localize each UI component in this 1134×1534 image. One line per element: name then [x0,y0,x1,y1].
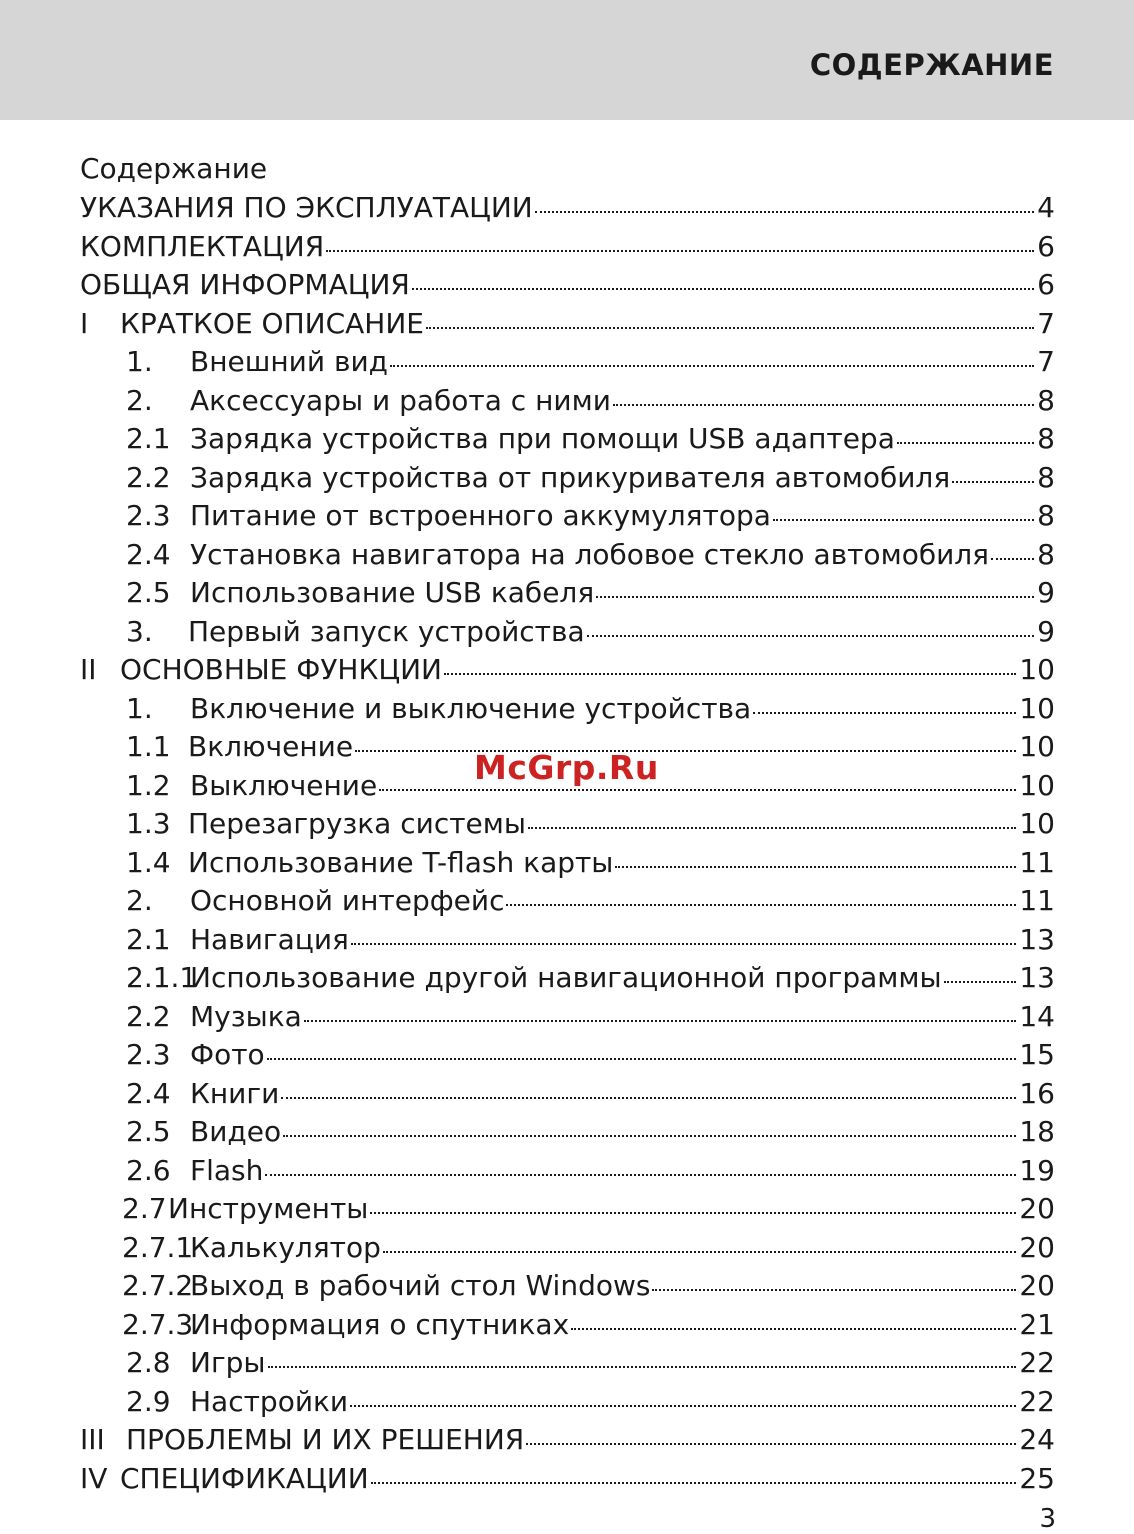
toc-entry-title: ПРОБЛЕМЫ И ИХ РЕШЕНИЯ [126,1423,525,1456]
toc-entry-title: Видео [190,1115,282,1148]
dot-leader [426,323,1034,329]
dot-leader [897,438,1034,444]
toc-entry-title: Зарядка устройства при помощи USB адаптера [190,422,895,455]
toc-entry [0,844,1134,883]
toc-entry-title: Включение и выключение устройства [190,691,752,725]
dot-leader [571,1324,1016,1330]
toc-entry-page: 25 [1019,1461,1055,1495]
toc-entry-number: 2.7.3 [122,1307,194,1341]
toc-entry-number: 2.3 [126,499,171,532]
dot-leader [390,361,1034,367]
toc-entry [0,651,1134,690]
toc-entry-page: 18 [1019,1115,1055,1148]
toc-entry-number: 1.4 [126,845,171,879]
dot-leader [281,1093,1016,1099]
toc-entry-page: 9 [1037,576,1055,609]
dot-leader [326,246,1034,252]
toc-entry-page: 13 [1019,961,1055,994]
toc-entry-number: 2.2 [126,460,171,494]
toc-entry-page: 10 [1019,691,1055,725]
toc-entry-number: 2. [126,383,153,417]
toc-heading: Содержание [80,152,268,185]
toc-entry-title: Использование другой навигационной программы [190,961,942,994]
toc-entry-page: 20 [1019,1269,1055,1302]
toc-entry-number: 2.1 [126,422,171,455]
toc-entry-number: 2.4 [126,537,171,571]
toc-entry-number: 2. [126,884,153,917]
toc-entry-number: 2.5 [126,1115,171,1148]
toc-entry [0,690,1134,729]
toc-entry-title: Настройки [190,1384,349,1418]
toc-entry-number: 1.2 [126,768,171,802]
toc-entry-page: 10 [1019,807,1055,840]
dot-leader [267,1054,1017,1060]
toc-entry-page: 7 [1037,306,1055,340]
toc-entry-title: Информация о спутниках [190,1307,570,1341]
toc-entry-page: 8 [1037,460,1055,494]
dot-leader [615,862,1016,868]
toc-entry [0,1190,1134,1229]
toc-entry-title: Перезагрузка системы [188,807,526,840]
toc-entry-title: Flash [190,1153,264,1187]
toc-entry [0,1113,1134,1152]
toc-entry-title: СПЕЦИФИКАЦИИ [120,1461,369,1495]
dot-leader [265,1170,1016,1176]
toc-entry-title: Установка навигатора на лобовое стекло автомобиля [190,537,990,571]
toc-entry-title: Выход в рабочий стол Windows [190,1269,651,1302]
toc-entry-title: Книги [190,1076,280,1110]
toc-entry-page: 10 [1019,730,1055,763]
toc-entry-page: 8 [1037,422,1055,455]
toc-entry-page: 16 [1019,1076,1055,1110]
toc-entry-number: 2.1.1 [126,961,198,994]
dot-leader [383,1247,1016,1253]
toc-entry-page: 10 [1019,768,1055,802]
toc-entry-number: 2.5 [126,576,171,609]
toc-entry [0,536,1134,575]
header-band [0,0,1134,120]
toc-entry-title: Выключение [190,768,378,802]
dot-leader [268,1362,1017,1368]
toc-entry [0,189,1134,228]
toc-entry-title: Навигация [190,922,349,956]
toc-entry-title: Аксессуары и работа с ними [190,383,611,417]
toc-entry-number: 2.1 [126,922,171,956]
toc-entry-number: IV [80,1461,108,1495]
toc-entry-page: 24 [1019,1423,1055,1456]
toc-entry-number: 2.7.1 [122,1230,194,1264]
toc-entry-number: 2.9 [126,1384,171,1418]
toc-entry-title: Использование T-flash карты [188,845,614,879]
toc-entry-number: 1.3 [126,807,171,840]
toc-entry-number: I [80,306,89,340]
toc-entry-page: 11 [1019,845,1055,879]
toc-entry-title: Фото [190,1038,265,1071]
toc-entry [0,266,1134,305]
toc-entry [0,459,1134,498]
toc-entry-title: Музыка [190,999,302,1033]
toc-entry-title: Питание от встроенного аккумулятора [190,499,771,532]
dot-leader [355,746,1016,752]
toc-entry [0,382,1134,421]
toc-entry-page: 19 [1019,1153,1055,1187]
dot-leader [304,1016,1017,1022]
dot-leader [370,1208,1016,1214]
dot-leader [773,515,1034,521]
watermark: McGrp.Ru [474,748,659,787]
toc-entry-page: 10 [1019,653,1055,686]
toc-entry-number: 2.2 [126,999,171,1033]
toc-entry [0,1460,1134,1499]
toc-entry-page: 20 [1019,1192,1055,1225]
toc-entry-page: 8 [1037,537,1055,571]
toc-entry-page: 9 [1037,614,1055,648]
toc-entry-title: Игры [190,1346,266,1379]
toc-entry-number: 1.1 [126,730,171,763]
toc-entry [0,1229,1134,1268]
toc-entry-page: 6 [1037,229,1055,263]
toc-entry-number: 1. [126,345,153,378]
toc-entry-page: 4 [1037,191,1055,224]
toc-entry-number: 2.7.2 [122,1269,194,1302]
toc-entry-number: 1. [126,691,153,725]
toc-entry [0,1152,1134,1191]
toc-entry-title: Основной интерфейс [190,884,505,917]
toc-entry [0,882,1134,921]
toc-entry [0,613,1134,652]
dot-leader [753,708,1016,714]
toc-entry-title: Первый запуск устройства [188,614,585,648]
dot-leader [587,631,1035,637]
toc-entry-page: 22 [1019,1384,1055,1418]
dot-leader [596,592,1034,598]
toc-entry [0,574,1134,613]
toc-entry-page: 13 [1019,922,1055,956]
toc-entry-number: II [80,653,97,686]
toc-entry-title: Зарядка устройства от прикуривателя автомобиля [190,460,951,494]
toc-entry-title: КРАТКОЕ ОПИСАНИЕ [120,306,424,340]
toc-entry-title: УКАЗАНИЯ ПО ЭКСПЛУАТАЦИИ [80,191,533,224]
dot-leader [535,207,1034,213]
toc-entry-title: Использование USB кабеля [190,576,595,609]
toc-entry [0,228,1134,267]
toc-entry-page: 20 [1019,1230,1055,1264]
toc-entry [0,959,1134,998]
toc-entry [0,343,1134,382]
toc-entry [0,1306,1134,1345]
toc-entry [0,1075,1134,1114]
toc-entry-page: 8 [1037,383,1055,417]
page-number: 3 [1039,1504,1056,1534]
toc-entry-page: 22 [1019,1346,1055,1379]
toc-entry-title: Калькулятор [190,1230,381,1264]
toc-entry-number: 2.7 [122,1192,167,1225]
dot-leader [652,1285,1016,1291]
toc-entry-number: 2.4 [126,1076,171,1110]
toc-entry [0,1267,1134,1306]
toc-entry [0,497,1134,536]
dot-leader [528,823,1016,829]
toc-entry-page: 15 [1019,1038,1055,1071]
dot-leader [412,284,1034,290]
dot-leader [351,939,1016,945]
dot-leader [526,1439,1016,1445]
toc-entry-page: 8 [1037,499,1055,532]
toc-entry-page: 11 [1019,884,1055,917]
dot-leader [991,554,1034,560]
dot-leader [952,477,1034,483]
dot-leader [283,1131,1016,1137]
toc-entry-page: 14 [1019,999,1055,1033]
dot-leader [350,1401,1016,1407]
toc-entry-number: 2.6 [126,1153,171,1187]
toc-entry [0,305,1134,344]
toc-entry-number: 3. [126,614,153,648]
toc-entry [0,921,1134,960]
toc-entry-title: ОСНОВНЫЕ ФУНКЦИИ [120,653,442,686]
dot-leader [944,977,1017,983]
dot-leader [444,669,1016,675]
toc-entry-page: 6 [1037,268,1055,301]
toc-entry [0,1421,1134,1460]
toc-entry-number: 2.8 [126,1346,171,1379]
toc-entry-page: 21 [1019,1307,1055,1341]
toc-entry [0,1383,1134,1422]
toc-entry-title: Инструменты [168,1192,369,1225]
toc-entry-title: Внешний вид [190,345,389,378]
toc-entry [0,1344,1134,1383]
toc-entry-title: КОМПЛЕКТАЦИЯ [80,229,325,263]
toc-entry [0,420,1134,459]
toc-entry [0,998,1134,1037]
toc-entry-number: 2.3 [126,1038,171,1071]
toc-entry [0,805,1134,844]
dot-leader [506,900,1016,906]
dot-leader [613,400,1034,406]
toc-entry-page: 7 [1037,345,1055,378]
toc-entry-title: Включение [188,730,354,763]
toc-entry [0,1036,1134,1075]
page-header-title: СОДЕРЖАНИЕ [809,48,1054,82]
toc-entry-title: ОБЩАЯ ИНФОРМАЦИЯ [80,268,410,301]
dot-leader [371,1478,1017,1484]
toc-entry-number: III [80,1423,105,1456]
